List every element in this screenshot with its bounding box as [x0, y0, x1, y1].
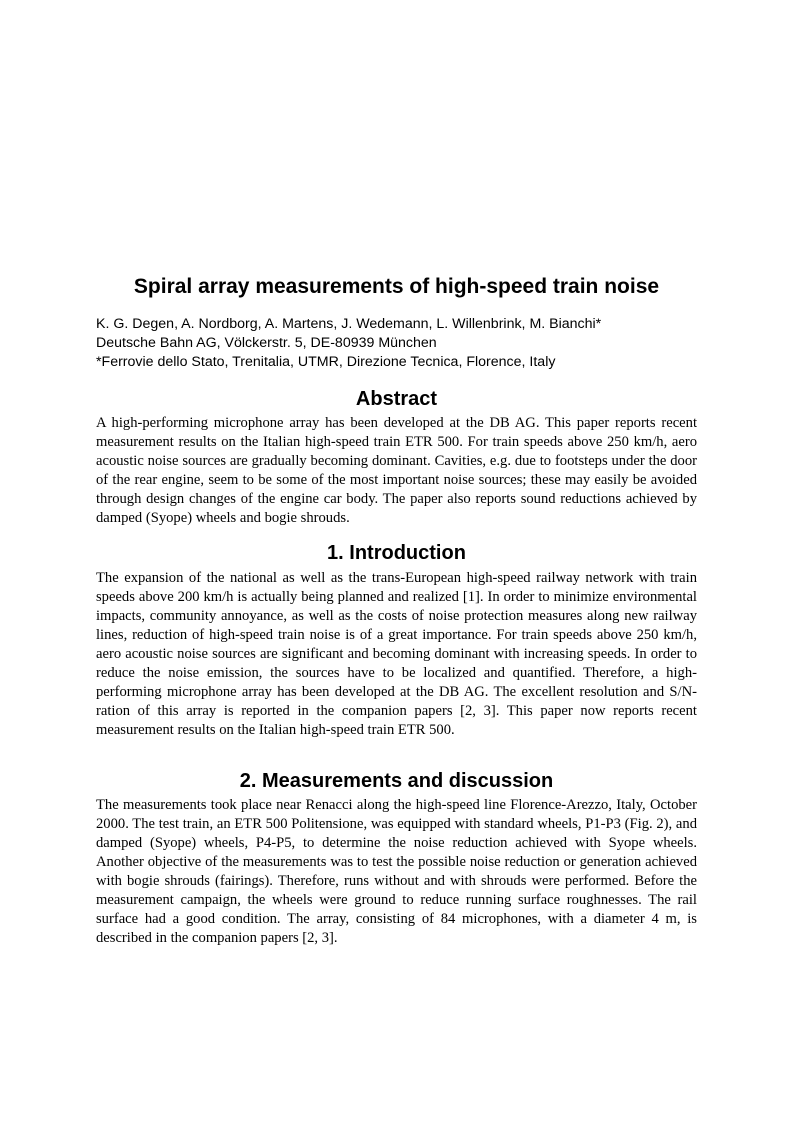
author-block [96, 315, 697, 372]
affiliation-primary: Deutsche Bahn AG, Völckerstr. 5, DE-80939 München [96, 335, 437, 351]
abstract-text: A high-performing microphone array has been developed at the DB AG. This paper reports recent measurement results on the Italian high-speed train ETR 500. For train speeds above 250 km/h, aero acoustic noise sources are gradually becoming dominant. Cavities, e.g. due to footsteps under the door of the rear engine, seem to be some of the most important noise sources; these may easily be avoided through design changes of the engine car body. The paper also reports sound reductions achieved by damped (Syope) wheels and bogie shrouds. [96, 415, 697, 526]
affiliation-secondary: *Ferrovie dello Stato, Trenitalia, UTMR, Direzione Tecnica, Florence, Italy [96, 354, 556, 370]
introduction-text: The expansion of the national as well as the trans-European high-speed railway network with train speeds above 200 km/h is actually being planned and realized [1]. In order to minimize environmental impacts, community annoyance, as well as the costs of noise protection measures along new railway lines, reduction of high-speed train noise is of a great importance. For train speeds above 250 km/h, aero acoustic noise sources are significant and becoming dominant with increasing speeds. In order to reduce the noise emission, the sources have to be localized and quantified. Therefore, a high-performing microphone array has been developed at the DB AG. The excellent resolution and S/N-ration of this array is reported in the companion papers [2, 3]. This paper now reports recent measurement results on the Italian high-speed train ETR 500. [96, 570, 697, 738]
introduction-heading: 1. Introduction [327, 542, 466, 564]
measurements-heading: 2. Measurements and discussion [239, 770, 554, 792]
measurements-text: The measurements took place near Renacci along the high-speed line Florence-Arezzo, Italy, October 2000. The test train, an ETR 500 Politensione, was equipped with standard wheels, P1-P3 (Fig. 2), and damped (Syope) wheels, P4-P5, to determine the noise reduction achieved with Syope wheels. Another objective of the measurements was to test the possible noise reduction or generation achieved with bogie shrouds (fairings). Therefore, runs without and with shrouds were performed. Before the measurement campaign, the wheels were ground to reduce running surface roughnesses. The rail surface had a good condition. The array, consisting of 84 microphones, with a diameter 4 m, is described in the companion papers [2, 3]. [96, 797, 697, 946]
author-names: K. G. Degen, A. Nordborg, A. Martens, J. Wedemann, L. Willenbrink, M. Bianchi* [96, 316, 602, 332]
paper-title: Spiral array measurements of high-speed train noise [133, 275, 660, 298]
abstract-heading: Abstract [355, 388, 438, 410]
